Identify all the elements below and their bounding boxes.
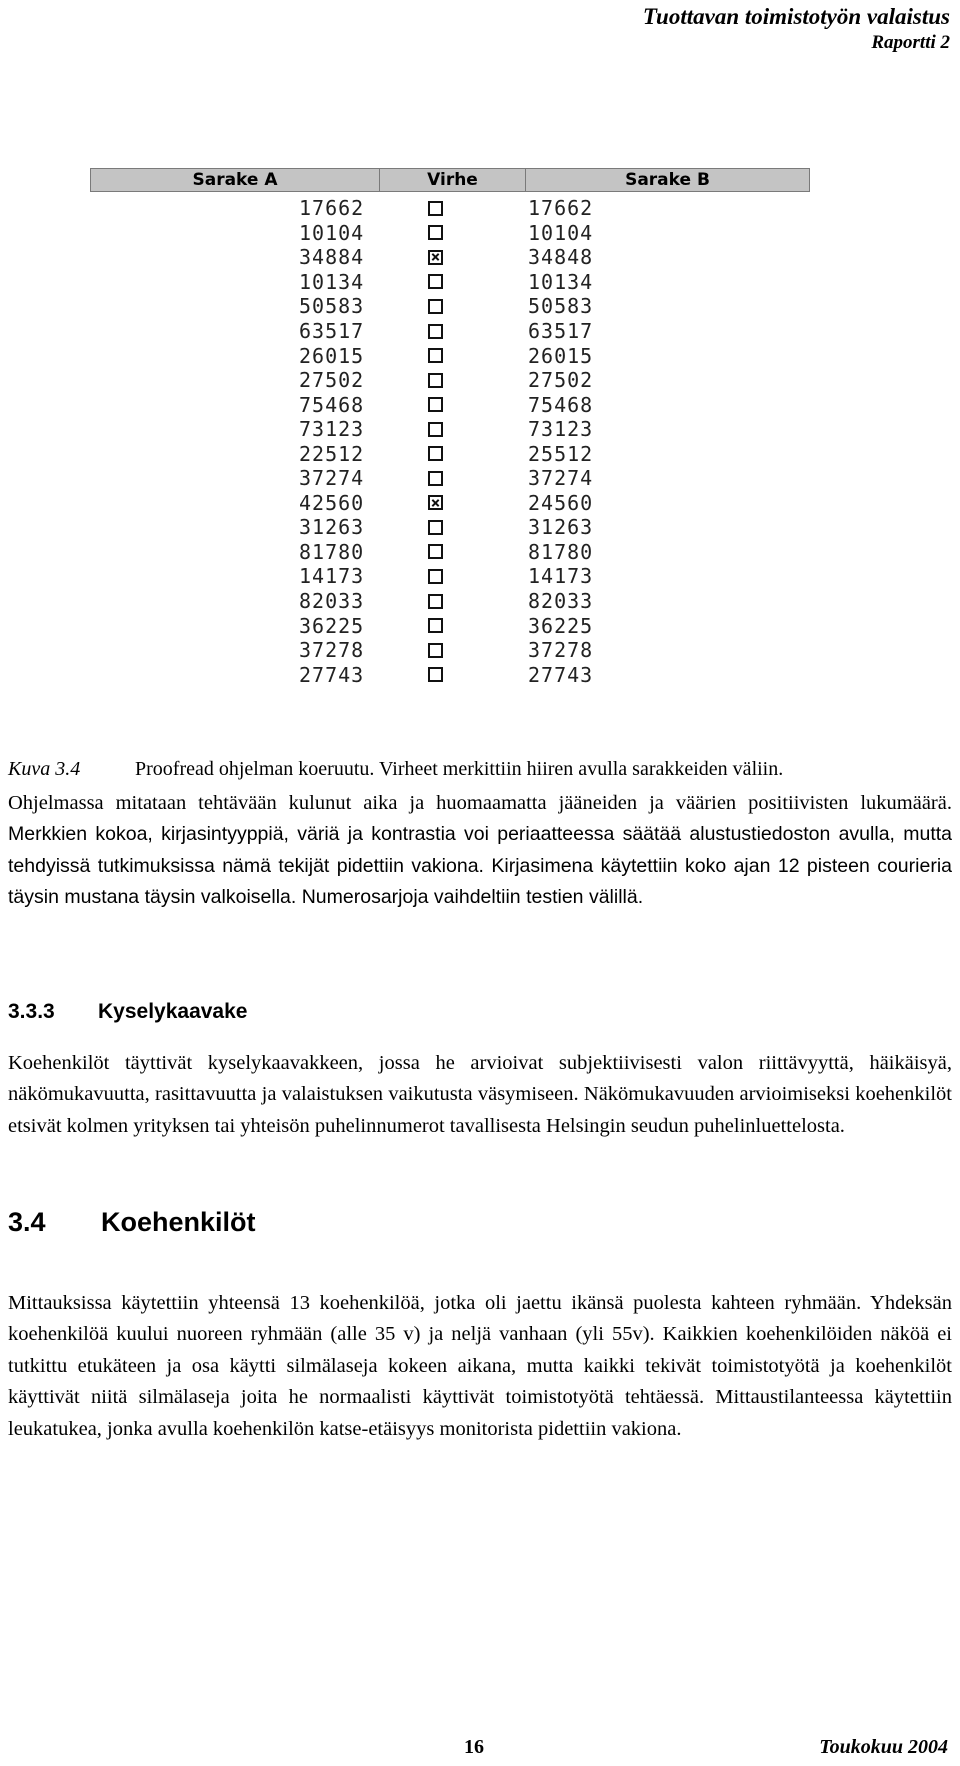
sarake-b-value: 24560 — [528, 490, 594, 515]
sarake-a-value: 37278 — [299, 638, 365, 663]
figure-row — [90, 466, 810, 491]
sarake-a-value: 22512 — [299, 441, 365, 466]
paragraph-kyselykaavake: Koehenkilöt täyttivät kyselykaavakkeen, jossa he arvioivat subjektiivisesti valon riittävyyttä, häikäisyä, näkömukavuutta, rasittavuutta ja valaistuksen vaikutusta väsymiseen. Näkömukavuuden arvioimiseksi koehenkilöt etsivät kolmen yrityksen tai yhteisön puhelinnumerot tavallisesta Helsingin seudun puhelinluettelosta. — [8, 1052, 952, 1137]
figure-row — [90, 319, 810, 344]
figure-caption — [8, 756, 783, 782]
figure-row — [90, 294, 810, 319]
running-header — [643, 2, 950, 56]
section-title-34: Koehenkilöt — [101, 1207, 256, 1237]
sarake-a-value: 63517 — [299, 319, 365, 343]
paragraph-method-serif: Ohjelmassa mitataan tehtävään kulunut aika ja huomaamatta jääneiden ja väärien positiivisten lukumäärä. — [8, 792, 952, 814]
sarake-a-value: 37274 — [299, 466, 365, 491]
error-checkbox[interactable] — [428, 446, 443, 461]
virhe-cell — [378, 397, 524, 412]
caption-text: Proofread ohjelman koeruutu. Virheet merkittiin hiiren avulla sarakkeiden väliin. — [135, 758, 784, 780]
error-checkbox[interactable] — [428, 618, 443, 633]
error-checkbox[interactable] — [428, 201, 443, 216]
sarake-b-value: 27502 — [528, 368, 594, 393]
figure-column-header — [90, 168, 810, 192]
sarake-a-value: 42560 — [299, 490, 365, 515]
error-checkbox[interactable] — [428, 348, 443, 363]
figure-row — [90, 662, 810, 687]
error-checkbox[interactable] — [428, 594, 443, 609]
sarake-b-value: 27743 — [528, 662, 594, 687]
virhe-cell — [378, 618, 524, 633]
virhe-cell — [378, 520, 524, 535]
sarake-b-value: 17662 — [528, 196, 594, 221]
figure-row — [90, 417, 810, 442]
section-number-333: 3.3.3 — [8, 1000, 55, 1023]
virhe-cell — [378, 569, 524, 584]
figure-row — [90, 540, 810, 565]
virhe-cell — [378, 544, 524, 559]
section-heading-34 — [8, 1207, 256, 1238]
report-subtitle: Raportti 2 — [871, 32, 950, 54]
footer-date: Toukokuu 2004 — [819, 1736, 948, 1758]
sarake-a-value: 31263 — [299, 515, 365, 540]
virhe-cell — [378, 225, 524, 240]
sarake-a-value: 17662 — [299, 196, 365, 221]
sarake-b-value: 37274 — [528, 466, 594, 491]
error-checkbox[interactable] — [428, 373, 443, 388]
sarake-b-value: 73123 — [528, 417, 594, 442]
sarake-a-value: 10134 — [299, 269, 365, 294]
figure-row — [90, 491, 810, 516]
error-checkbox[interactable] — [428, 397, 443, 412]
sarake-b-value: 26015 — [528, 343, 594, 368]
caption-label: Kuva 3.4 — [8, 758, 81, 780]
sarake-a-value: 81780 — [299, 539, 365, 564]
error-checkbox[interactable] — [428, 544, 443, 559]
sarake-a-value: 27502 — [299, 368, 365, 393]
figure-row — [90, 245, 810, 270]
figure-row — [90, 441, 810, 466]
figure-row — [90, 564, 810, 589]
column-header-sarake-a: Sarake A — [192, 170, 278, 190]
sarake-a-value: 26015 — [299, 343, 365, 368]
figure-row — [90, 368, 810, 393]
virhe-cell — [378, 201, 524, 216]
sarake-b-value: 14173 — [528, 564, 594, 589]
figure-row — [90, 270, 810, 295]
sarake-a-value: 14173 — [299, 564, 365, 589]
sarake-b-value: 34848 — [528, 245, 594, 270]
column-header-virhe: Virhe — [379, 169, 525, 191]
sarake-b-value: 25512 — [528, 441, 594, 466]
figure-row — [90, 613, 810, 638]
error-checkbox[interactable] — [428, 422, 443, 437]
figure-row — [90, 343, 810, 368]
virhe-cell — [378, 274, 524, 289]
figure-row — [90, 221, 810, 246]
error-checkbox[interactable] — [428, 569, 443, 584]
proofread-figure — [90, 168, 810, 687]
virhe-cell — [378, 299, 524, 314]
virhe-cell — [378, 471, 524, 486]
sarake-b-value: 63517 — [528, 319, 594, 343]
virhe-cell — [378, 373, 524, 388]
sarake-a-value: 36225 — [299, 613, 365, 638]
figure-row — [90, 515, 810, 540]
error-checkbox[interactable] — [428, 324, 443, 339]
error-checkbox[interactable] — [428, 643, 443, 658]
virhe-cell — [378, 446, 524, 461]
section-heading-333 — [8, 1000, 247, 1024]
sarake-a-value: 75468 — [299, 392, 365, 417]
sarake-b-value: 31263 — [528, 515, 594, 540]
virhe-cell — [378, 594, 524, 609]
figure-row — [90, 589, 810, 614]
error-checkbox-checked[interactable] — [428, 495, 443, 510]
error-checkbox[interactable] — [428, 520, 443, 535]
error-checkbox[interactable] — [428, 274, 443, 289]
page-number: 16 — [464, 1736, 484, 1758]
sarake-b-value: 36225 — [528, 613, 594, 638]
sarake-b-value: 75468 — [528, 392, 594, 417]
sarake-b-value: 10134 — [528, 269, 594, 294]
sarake-b-value: 10104 — [528, 220, 594, 245]
paragraph-method — [8, 788, 952, 914]
figure-row — [90, 196, 810, 221]
sarake-b-value: 50583 — [528, 294, 594, 319]
error-checkbox[interactable] — [428, 299, 443, 314]
sarake-a-value: 27743 — [299, 662, 365, 687]
column-header-sarake-b: Sarake B — [525, 169, 809, 191]
sarake-b-value: 37278 — [528, 638, 594, 663]
sarake-b-value: 81780 — [528, 539, 594, 564]
error-checkbox[interactable] — [428, 225, 443, 240]
virhe-cell — [378, 348, 524, 363]
virhe-cell — [378, 495, 524, 510]
figure-rows — [90, 196, 810, 687]
virhe-cell — [378, 324, 524, 339]
sarake-a-value: 10104 — [299, 220, 365, 245]
virhe-cell — [378, 643, 524, 658]
paragraph-koehenkilot: Mittauksissa käytettiin yhteensä 13 koehenkilöä, jotka oli jaettu ikänsä puolesta kahteen ryhmään. Yhdeksän koehenkilöä kuului nuoreen ryhmään (alle 35 v) ja neljä vanhaan (yli 55v). Kaikkien koehenkilöiden näköä ei tutkittu etukäteen ja osa käytti silmälaseja kokeen aikana, mutta kaikki tekivät toimistotyötä ja koehenkilöt käyttivät niitä silmälaseja joita he normaalisti käyttivät toimistotyötä tehtäessä. Mittaustilanteessa käytettiin leukatukea, jonka avulla koehenkilön katse-etäisyys monitorista pidettiin vakiona. — [8, 1292, 952, 1440]
error-checkbox-checked[interactable] — [428, 250, 443, 265]
error-checkbox[interactable] — [428, 471, 443, 486]
sarake-a-value: 73123 — [299, 417, 365, 442]
section-number-34: 3.4 — [8, 1207, 46, 1237]
sarake-a-value: 50583 — [299, 294, 365, 319]
report-title: Tuottavan toimistotyön valaistus — [642, 4, 950, 29]
section-title-333: Kyselykaavake — [98, 1000, 248, 1023]
sarake-a-value: 82033 — [299, 589, 365, 614]
figure-row — [90, 638, 810, 663]
sarake-a-value: 34884 — [299, 245, 365, 270]
virhe-cell — [378, 667, 524, 682]
sarake-b-value: 82033 — [528, 589, 594, 614]
paragraph-method-sans: Merkkien kokoa, kirjasintyyppiä, väriä ja kontrastia voi periaatteessa säätää alustustiedoston avulla, mutta tehdyissä tutkimuksissa nämä tekijät pidettiin vakiona. Kirjasimena käytettiin koko ajan 12 pisteen courieria täysin mustana täysin valkoisella. Numerosarjoja vaihdeltiin testien välillä. — [8, 823, 952, 909]
virhe-cell — [378, 250, 524, 265]
figure-row — [90, 392, 810, 417]
error-checkbox[interactable] — [428, 667, 443, 682]
virhe-cell — [378, 422, 524, 437]
